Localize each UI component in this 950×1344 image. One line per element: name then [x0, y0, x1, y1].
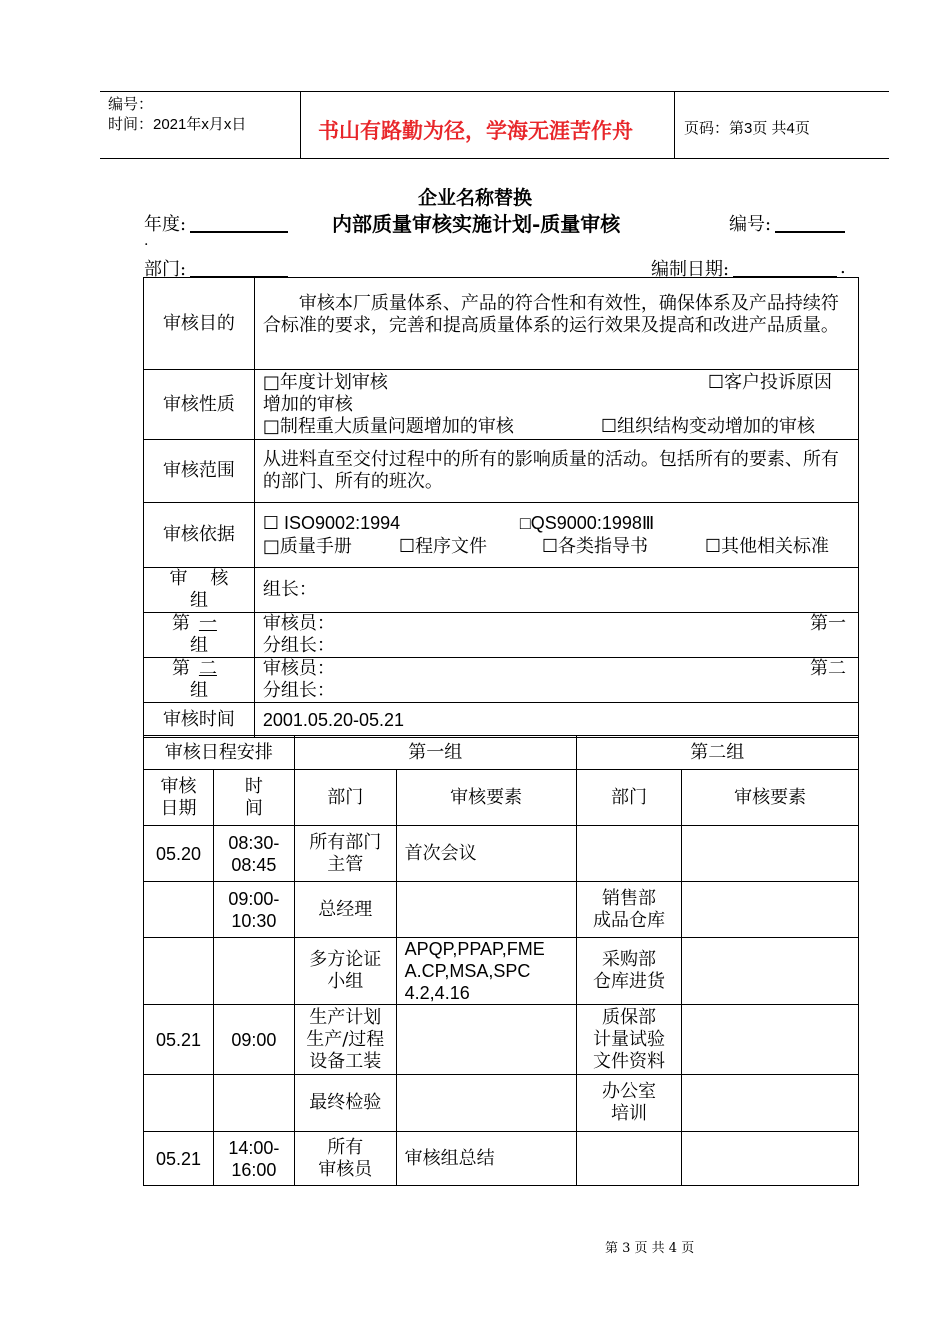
nature-complaint-checkbox[interactable]: ☐客户投诉原因 — [707, 371, 833, 393]
col-date-line1: 审核 — [160, 775, 197, 797]
row6-dept2 — [576, 1132, 682, 1186]
row1-dept1 — [294, 826, 396, 882]
team-label — [144, 568, 255, 613]
table-row — [144, 503, 859, 568]
row4-dept2 — [576, 1005, 682, 1075]
row5-dept2-line2: 培训 — [610, 1103, 647, 1124]
nature-annual-checkbox[interactable]: □年度计划审核 — [262, 371, 388, 393]
row1-dept1-line2: 主管 — [327, 853, 364, 875]
date-label: 编制日期: — [651, 259, 730, 280]
row6-elem2 — [682, 1132, 859, 1186]
row3-date — [144, 938, 214, 1005]
header-bottom-rule — [100, 158, 889, 159]
table-row — [144, 278, 859, 370]
audit-time-value: 2001.05.20-05.21 — [254, 703, 858, 738]
header-time: 时间：2021年x月x日 — [108, 116, 247, 133]
dept-label: 部门: — [144, 259, 187, 280]
row4-dept1-line2: 生产/过程 — [306, 1028, 385, 1050]
col-elem1-header: 审核要素 — [396, 770, 576, 826]
group1-members — [254, 613, 858, 658]
dept-blank — [190, 255, 288, 278]
team-label-line1: 审 核 — [169, 568, 229, 589]
row3-dept2-line1: 采购部 — [601, 949, 656, 970]
basis-other-checkbox[interactable]: ☐其他相关标准 — [704, 536, 830, 557]
row4-elem1 — [396, 1005, 576, 1075]
page-footer: 第 3 页 共 4 页 — [605, 1241, 695, 1256]
row5-elem1 — [396, 1075, 576, 1132]
row6-time-end: 16:00 — [231, 1159, 277, 1180]
row4-elem2 — [682, 1005, 859, 1075]
audit-time-label: 审核时间 — [144, 703, 255, 738]
row2-dept1: 总经理 — [294, 882, 396, 938]
year-blank — [190, 210, 288, 233]
row5-date — [144, 1075, 214, 1132]
row4-dept1-line1: 生产计划 — [309, 1006, 382, 1028]
row6-date: 05.21 — [144, 1132, 214, 1186]
group1-label-number: 一 — [198, 613, 217, 634]
row3-dept2-line2: 仓库进货 — [592, 971, 665, 992]
year-label: 年度: — [144, 214, 187, 235]
basis-procedure-checkbox[interactable]: ☐程序文件 — [398, 536, 488, 557]
row4-date: 05.21 — [144, 1005, 214, 1075]
basis-label: 审核依据 — [144, 503, 255, 568]
row6-dept1 — [294, 1132, 396, 1186]
group1-label-prefix: 第 — [171, 613, 190, 634]
row1-elem2 — [682, 826, 859, 882]
row3-elem1-line1: APQP,PPAP,FME — [404, 939, 545, 959]
row2-elem1 — [396, 882, 576, 938]
nature-options — [254, 370, 858, 440]
row4-dept2-line1: 质保部 — [601, 1006, 656, 1028]
header-code-label: 编号： — [108, 96, 154, 113]
title-dot: . — [144, 233, 149, 249]
row5-dept2 — [576, 1075, 682, 1132]
row5-dept2-line1: 办公室 — [601, 1081, 656, 1102]
purpose-text: 审核本厂质量体系、产品的符合性和有效性，确保体系及产品持续符合标准的要求，完善和提高质量体系的运行效果及提高和改进产品质量。 — [254, 278, 858, 370]
row6-time — [213, 1132, 294, 1186]
basis-iso-checkbox[interactable]: ☐ ISO9002:1994 — [262, 513, 401, 533]
col-dept1-header: 部门 — [294, 770, 396, 826]
group2-label — [144, 658, 255, 703]
table-row — [144, 568, 859, 613]
table-row — [144, 1005, 859, 1075]
table-row — [144, 1132, 859, 1186]
document-title: 内部质量审核实施计划-质量审核 — [332, 212, 621, 236]
schedule-title: 审核日程安排 — [144, 736, 295, 770]
row6-dept1-line2: 审核员 — [318, 1158, 373, 1180]
team-leader: 组长： — [254, 568, 858, 613]
row4-dept2-line2: 计量试验 — [592, 1028, 665, 1050]
header-divider-left — [300, 91, 301, 159]
row3-elem1-line2: A.CP,MSA,SPC — [404, 961, 531, 981]
row3-dept1 — [294, 938, 396, 1005]
row1-time-end: 08:45 — [231, 854, 277, 875]
row1-dept1-line1: 所有部门 — [309, 831, 382, 853]
row4-time: 09:00 — [213, 1005, 294, 1075]
table-row — [144, 703, 859, 738]
scope-text: 从进料直至交付过程中的所有的影响质量的活动。包括所有的要素、所有的部门、所有的班次。 — [254, 440, 858, 503]
group1-label — [144, 613, 255, 658]
group2-label-suffix: 组 — [189, 680, 208, 701]
row1-date: 05.20 — [144, 826, 214, 882]
row1-elem1: 首次会议 — [396, 826, 576, 882]
col-date-header — [144, 770, 214, 826]
col-date-line2: 日期 — [160, 797, 197, 819]
date-blank — [733, 255, 837, 278]
col-time-line2: 间 — [244, 797, 263, 819]
header-top-rule — [100, 91, 889, 92]
table-row — [144, 1075, 859, 1132]
group2-header: 第二组 — [576, 736, 858, 770]
purpose-label: 审核目的 — [144, 278, 255, 370]
header-motto: 书山有路勤为径，学海无涯苦作舟 — [318, 118, 633, 143]
row3-dept1-line2: 小组 — [327, 971, 364, 992]
group2-right-text: 第二 — [810, 658, 846, 679]
row1-dept2 — [576, 826, 682, 882]
group1-header: 第一组 — [294, 736, 576, 770]
col-dept2-header: 部门 — [576, 770, 682, 826]
nature-label: 审核性质 — [144, 370, 255, 440]
row2-dept2 — [576, 882, 682, 938]
row2-date — [144, 882, 214, 938]
number-label: 编号: — [729, 214, 772, 235]
row2-elem2 — [682, 882, 859, 938]
row5-dept1: 最终检验 — [294, 1075, 396, 1132]
basis-instruction-checkbox[interactable]: ☐各类指导书 — [541, 536, 649, 557]
group2-auditor: 审核员： — [262, 658, 335, 679]
row4-dept2-line3: 文件资料 — [592, 1050, 665, 1072]
row3-elem1 — [396, 938, 576, 1005]
header-divider-right — [674, 91, 675, 159]
row1-time-start: 08:30- — [228, 832, 280, 853]
col-time-header — [213, 770, 294, 826]
group1-label-suffix: 组 — [189, 635, 208, 656]
company-name: 企业名称替换 — [417, 187, 532, 209]
group2-label-prefix: 第 — [171, 658, 190, 679]
row1-time — [213, 826, 294, 882]
nature-process-checkbox[interactable]: □制程重大质量问题增加的审核 — [262, 415, 514, 437]
date-dot: . — [840, 257, 846, 278]
nature-complaint-continued: 增加的审核 — [262, 393, 353, 415]
scope-label: 审核范围 — [144, 440, 255, 503]
schedule-table — [143, 735, 859, 1186]
table-row — [144, 736, 859, 770]
header-page-info: 页码：第3页 共4页 — [684, 120, 810, 137]
row5-time — [213, 1075, 294, 1132]
basis-qs-checkbox[interactable]: □QS9000:1998Ⅲ — [519, 513, 655, 533]
team-label-line2: 组 — [189, 590, 208, 611]
row5-elem2 — [682, 1075, 859, 1132]
row3-time — [213, 938, 294, 1005]
table-row — [144, 370, 859, 440]
basis-manual-checkbox[interactable]: □质量手册 — [262, 536, 352, 557]
row6-dept1-line1: 所有 — [327, 1136, 364, 1158]
row3-elem2 — [682, 938, 859, 1005]
table-row — [144, 938, 859, 1005]
row3-dept2 — [576, 938, 682, 1005]
row4-dept1-line3: 设备工装 — [309, 1050, 382, 1072]
row3-elem1-line3: 4.2,4.16 — [404, 983, 470, 1003]
basis-options — [254, 503, 858, 568]
table-row — [144, 882, 859, 938]
group2-label-number: 二 — [198, 658, 217, 679]
number-blank — [775, 210, 845, 233]
nature-org-checkbox[interactable]: ☐组织结构变动增加的审核 — [600, 415, 816, 437]
row2-dept2-line2: 成品仓库 — [592, 909, 665, 931]
table-row — [144, 658, 859, 703]
row6-elem1: 审核组总结 — [396, 1132, 576, 1186]
group1-auditor: 审核员： — [262, 613, 335, 634]
row3-dept1-line1: 多方论证 — [309, 949, 382, 970]
row4-dept1 — [294, 1005, 396, 1075]
row2-time-end: 10:30 — [231, 910, 277, 931]
row2-dept2-line1: 销售部 — [601, 887, 656, 909]
table-row — [144, 440, 859, 503]
col-elem2-header: 审核要素 — [682, 770, 859, 826]
row2-time — [213, 882, 294, 938]
row6-time-start: 14:00- — [228, 1137, 280, 1158]
group1-sub-leader: 分组长： — [262, 635, 335, 656]
table-row — [144, 613, 859, 658]
col-time-line1: 时 — [244, 775, 263, 797]
row2-time-start: 09:00- — [228, 888, 280, 909]
group2-members — [254, 658, 858, 703]
table-row — [144, 770, 859, 826]
group2-sub-leader: 分组长： — [262, 680, 335, 701]
group1-right-text: 第一 — [810, 613, 846, 634]
table-row — [144, 826, 859, 882]
audit-info-table — [143, 277, 859, 738]
